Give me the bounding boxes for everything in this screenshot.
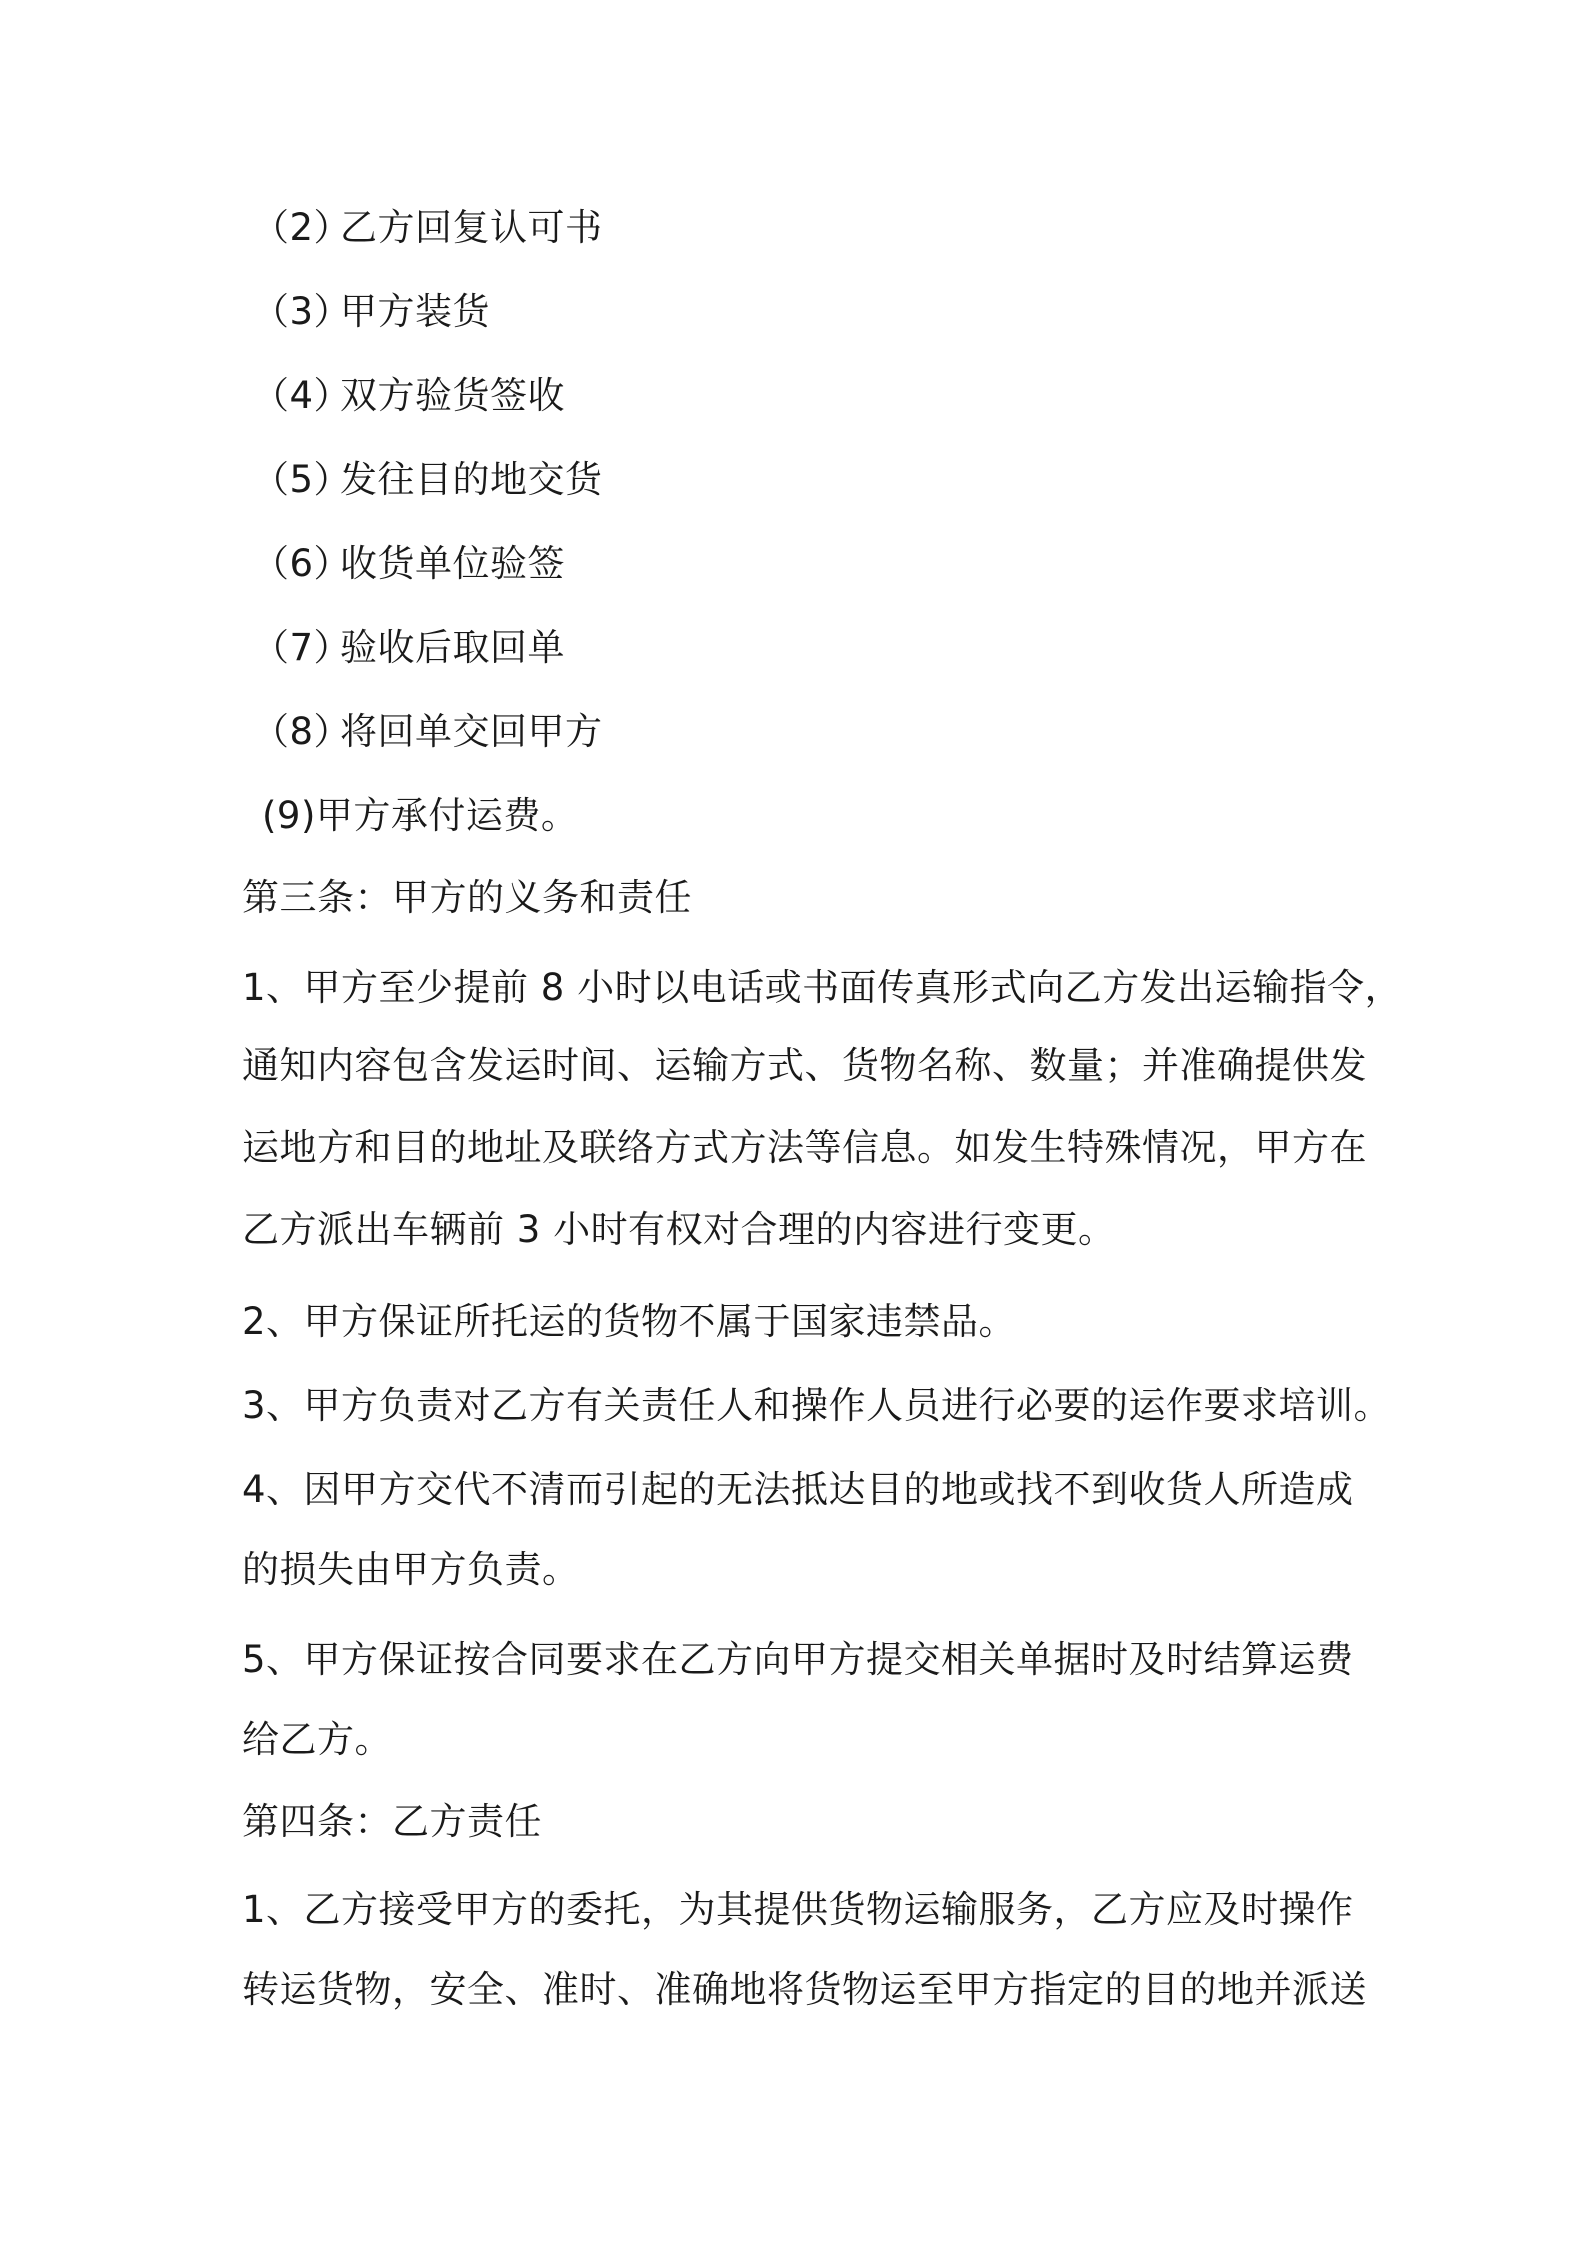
step-number: （4） [252,374,352,417]
step-number: （8） [252,710,352,753]
step-text: 发往目的地交货 [340,458,603,501]
step-6 [252,540,565,588]
article-3-item-1-line-1: 1、甲方至少提前 8 小时以电话或书面传真形式向乙方发出运输指令， [242,966,1403,1009]
article-3-item-1-line-2: 通知内容包含发运时间、运输方式、货物名称、数量；并准确提供发 [242,1044,1367,1087]
step-number: （7） [252,626,352,669]
step-7 [252,624,565,672]
step-number: (9) [262,794,316,837]
article-3-item-3: 3、甲方负责对乙方有关责任人和操作人员进行必要的运作要求培训。 [242,1384,1392,1427]
article-3-item-5-line-1: 5、甲方保证按合同要求在乙方向甲方提交相关单据时及时结算运费 [242,1638,1354,1681]
article-4-item-1-line-2: 转运货物，安全、准时、准确地将货物运至甲方指定的目的地并派送 [242,1968,1367,2011]
article-3-heading: 第三条：甲方的义务和责任 [242,876,692,919]
step-9 [262,792,578,840]
step-text: 收货单位验签 [340,542,565,585]
article-3-item-4-line-2: 的损失由甲方负责。 [242,1548,580,1591]
step-number: （2） [252,206,352,249]
step-3 [252,288,490,336]
article-4-item-1-line-1: 1、乙方接受甲方的委托，为其提供货物运输服务，乙方应及时操作 [242,1888,1354,1931]
article-4-heading: 第四条：乙方责任 [242,1800,542,1843]
article-3-item-2: 2、甲方保证所托运的货物不属于国家违禁品。 [242,1300,1017,1343]
step-number: （6） [252,542,352,585]
article-3-item-1-line-3: 运地方和目的地址及联络方式方法等信息。如发生特殊情况，甲方在 [242,1126,1367,1169]
article-3-item-1-line-4: 乙方派出车辆前 3 小时有权对合理的内容进行变更。 [242,1208,1116,1251]
step-number: （5） [252,458,352,501]
step-text: 甲方承付运费。 [315,794,579,837]
step-text: 验收后取回单 [340,626,565,669]
step-text: 甲方装货 [340,290,490,333]
article-3-item-4-line-1: 4、因甲方交代不清而引起的无法抵达目的地或找不到收货人所造成 [242,1468,1354,1511]
step-2 [252,204,603,252]
step-8 [252,708,603,756]
article-3-item-5-line-2: 给乙方。 [242,1718,392,1761]
step-text: 双方验货签收 [340,374,565,417]
step-text: 将回单交回甲方 [340,710,603,753]
step-4 [252,372,565,420]
step-text: 乙方回复认可书 [340,206,603,249]
step-5 [252,456,603,504]
step-number: （3） [252,290,352,333]
